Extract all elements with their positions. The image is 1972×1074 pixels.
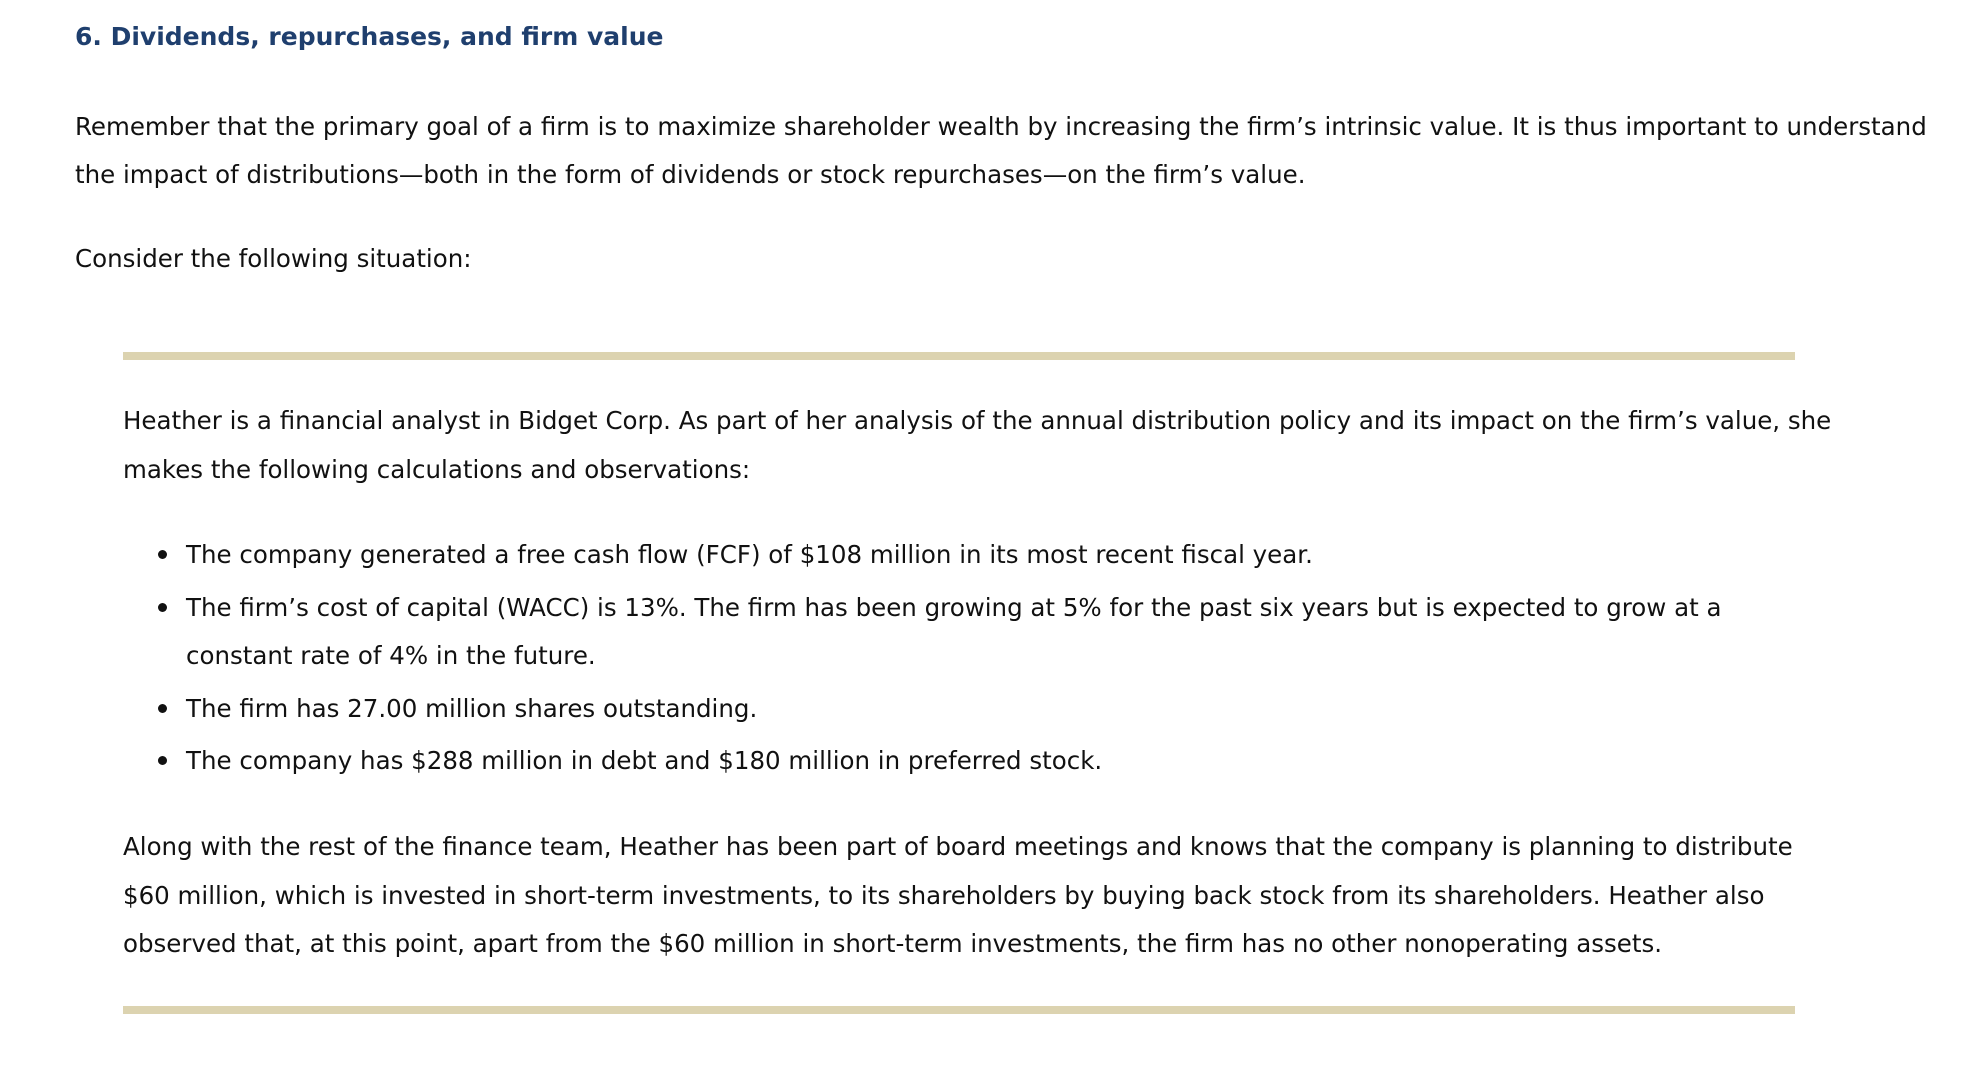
case-intro-paragraph: Heather is a financial analyst in Bidget Corp. As part of her analysis of the annual distribution policy and its impact on the firm’s value, she makes the following calculations and observations:	[123, 406, 1832, 484]
list-item	[123, 531, 1823, 580]
consider-text: Consider the following situation:	[75, 244, 472, 273]
list-item	[123, 584, 1823, 681]
list-item-text: The firm has 27.00 million shares outstanding.	[186, 693, 758, 723]
list-item-text: The company has $288 million in debt and $180 million in preferred stock.	[186, 746, 1103, 775]
observation-list	[123, 531, 1823, 790]
list-item	[123, 685, 1823, 734]
case-top-divider	[123, 352, 1795, 360]
list-item-text: The firm’s cost of capital (WACC) is 13%. The firm has been growing at 5% for the past six years but is expected to grow at a constant rate of 4% in the future.	[186, 592, 1722, 670]
list-item	[123, 737, 1823, 786]
bullet-icon	[158, 756, 167, 765]
section-title: 6. Dividends, repurchases, and firm value	[75, 22, 664, 51]
list-item-text: The company generated a free cash flow (FCF) of $108 million in its most recent fiscal year.	[186, 540, 1313, 569]
bullet-icon	[158, 704, 167, 713]
bullet-icon	[158, 603, 167, 612]
case-outro-paragraph: Along with the rest of the finance team, Heather has been part of board meetings and knows that the company is planning to distribute $60 million, which is invested in short-term investments, to its shareholders by buying back stock from its shareholders. Heather also observed that, at this point, apart from the $60 million in short-term investments, the firm has no other nonoperating assets.	[123, 832, 1793, 958]
bullet-icon	[158, 550, 167, 559]
case-bottom-divider	[123, 1006, 1795, 1014]
intro-paragraph: Remember that the primary goal of a firm is to maximize shareholder wealth by increasing the firm’s intrinsic value. It is thus important to understand the impact of distributions—both in the form of dividends or stock repurchases—on the firm’s value.	[75, 112, 1927, 189]
